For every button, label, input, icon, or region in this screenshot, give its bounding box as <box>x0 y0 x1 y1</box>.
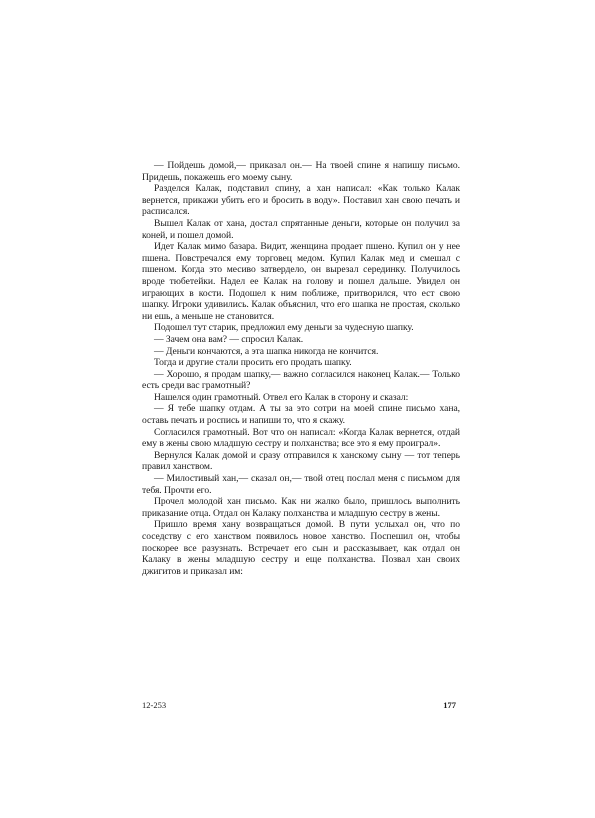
paragraph: — Зачем она вам? — спросил Калак. <box>154 333 304 345</box>
paragraph: — Деньги кончаются, а эта шапка никогда не кончится. <box>154 345 379 357</box>
page-number: 177 <box>443 700 456 710</box>
paragraph: Пришло время хану возвращаться домой. В пути услыхал он, что по соседству с его ханством появилось новое ханство. Поспешил он, чтобы поскорее все разузнать. Встречает его сын и рассказывает, как отдал он Калаку в жены младшую сестру и еще полханства. Позвал хан своих джигитов и приказал им: <box>142 519 460 577</box>
page-footer <box>142 700 460 714</box>
paragraph: Подошел тут старик, предложил ему деньги за чудесную шапку. <box>154 322 414 334</box>
paragraph: Тогда и другие стали просить его продать шапку. <box>154 357 352 369</box>
printer-signature: 12-253 <box>142 700 167 710</box>
paragraph: — Хорошо, я продам шапку,— важно согласился наконец Калак.— Только есть среди вас грамотный? <box>142 368 460 392</box>
paragraph: Прочел молодой хан письмо. Как ни жалко было, пришлось выполнить приказание отца. Отдал он Калаку полханства и младшую сестру в жены. <box>142 496 460 519</box>
paragraph: — Пойдешь домой,— приказал он.— На твоей спине я напишу письмо. Придешь, покажешь его моему сыну. <box>142 160 460 183</box>
paragraph: Вернулся Калак домой и сразу отправился к ханскому сыну — тот теперь правил ханством. <box>142 449 460 473</box>
paragraph: Идет Калак мимо базара. Видит, женщина продает пшено. Купил он у нее пшена. Повстречался ему торговец медом. Купил Калак мед и смешал с пшеном. Когда это месиво затвердело, он вырезал серединку. Получилось вроде тюбетейки. Надел ее Калак на голову и пошел дальше. Увидел он играющих в кости. Подошел к ним поближе, притворился, что ест свою шапку. Игроки удивились. Калак объяснил, что его шапка не простая, сколько ни ешь, а меньше не становится. <box>142 241 460 322</box>
paragraph: — Милостивый хан,— сказал он,— твой отец послал меня с письмом для тебя. Прочти его. <box>142 473 460 496</box>
paragraph: Разделся Калак, подставил спину, а хан написал: «Как только Калак вернется, прикажи убить его и бросить в воду». Поставил хан свою печать и расписался. <box>142 183 460 218</box>
paragraph: — Я тебе шапку отдам. А ты за это сотри на моей спине письмо хана, оставь печать и роспись и напиши то, что я скажу. <box>142 403 460 427</box>
paragraph: Вышел Калак от хана, достал спрятанные деньги, которые он получил за коней, и пошел домой. <box>142 217 460 241</box>
paragraph: Нашелся один грамотный. Отвел его Калак в сторону и сказал: <box>154 391 409 403</box>
paragraph: Согласился грамотный. Вот что он написал: «Когда Калак вернется, отдай ему в жены свою младшую сестру и полханства; все это я ему проиграл». <box>142 426 460 450</box>
page-text <box>142 160 460 577</box>
